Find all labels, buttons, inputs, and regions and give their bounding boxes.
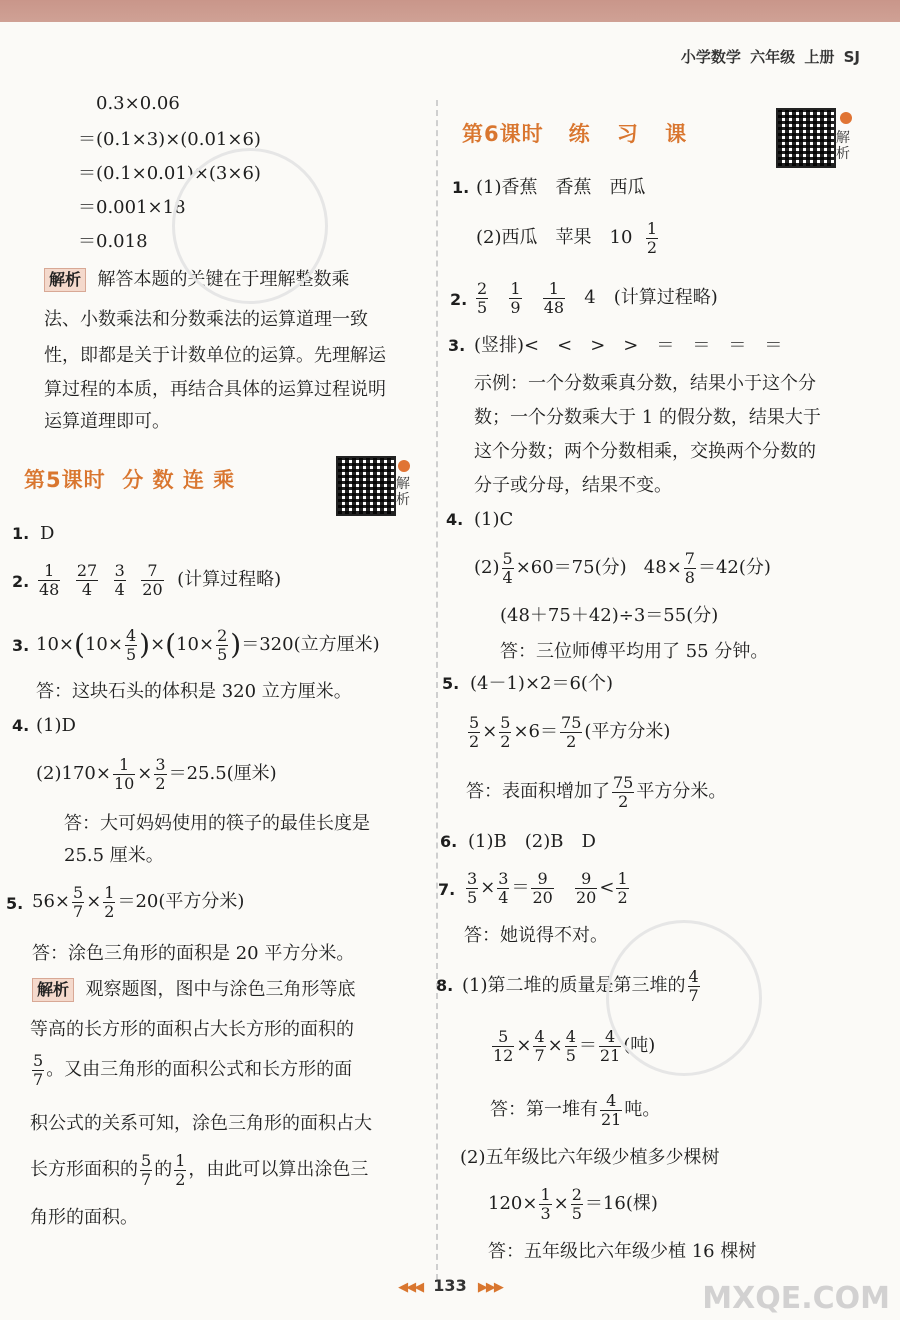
formula: (4－1)×2＝6(个): [470, 673, 613, 694]
answer-text: 答：这块石头的体积是 320 立方厘米。: [36, 681, 352, 702]
formula-result: ＝320(立方厘米): [241, 634, 380, 655]
question-number: 6.: [440, 832, 458, 851]
calc-line: ＝(0.1×3)×(0.01×6): [78, 129, 261, 150]
formula-part: ＝42(分): [697, 557, 771, 578]
fraction-answers: $\frac{1}{48}$ $\frac{27}{4}$ $\frac{3}{4}$ $\frac{7}{20}$ (计算过程略): [39, 560, 282, 599]
analysis-text: 的: [154, 1159, 173, 1180]
question-number: 5.: [442, 674, 460, 693]
play-icon: [398, 460, 410, 472]
analysis-text: 长方形面积的: [30, 1159, 138, 1180]
lesson-number: 第5课时: [24, 468, 106, 492]
question-number: 1.: [12, 524, 30, 543]
analysis-text: 。又由三角形的面积公式和长方形的面: [46, 1059, 353, 1080]
answer-text: (1)B (2)B D: [468, 831, 596, 852]
question-number: 5.: [6, 894, 24, 913]
page-footer: [340, 1276, 560, 1295]
analysis-text: 观察题图，图中与涂色三角形等底: [85, 979, 356, 1000]
answer-text: 示例：一个分数乘真分数，结果小于这个分: [474, 373, 816, 394]
answer-text: (1)香蕉 香蕉 西瓜: [476, 177, 646, 198]
formula: 10×(10× $\frac{4}{5}$ )×(10× $\frac{2}{5}$ )＝320(立方厘米): [36, 625, 380, 664]
qr-code-icon[interactable]: [336, 456, 396, 516]
question-number: 8.: [436, 976, 454, 995]
answer-text: (1)D: [36, 715, 76, 736]
play-icon: [840, 112, 852, 124]
analysis-tag: 解析: [44, 268, 86, 292]
prev-arrows-icon: ◀◀◀: [398, 1280, 423, 1295]
formula: $\frac{5}{12}$ × $\frac{4}{7}$ × $\frac{4}{5}$ ＝ $\frac{4}{21}$ (吨): [493, 1026, 656, 1065]
header-grade: 六年级: [750, 48, 796, 66]
answer-text: 分子或分母，结果不变。: [474, 475, 672, 496]
formula-part: (平方分米): [584, 721, 671, 742]
answer-text: 答：第一堆有 $\frac{4}{21}$ 吨。: [490, 1090, 661, 1129]
formula: (48＋75＋42)÷3＝55(分): [500, 605, 719, 626]
calc-line: ＝0.001×18: [78, 197, 186, 218]
qr-code-icon[interactable]: [776, 108, 836, 168]
answer-part: 答：第一堆有: [490, 1099, 598, 1120]
answer-part: 答：表面积增加了: [466, 781, 610, 802]
formula: (2) $\frac{5}{4}$ ×60＝75(分) 48× $\frac{7}{8}$ ＝42(分): [474, 548, 771, 587]
fraction-answers: $\frac{2}{5}$ $\frac{1}{9}$ $\frac{1}{48}$ 4 (计算过程略): [477, 278, 718, 317]
calc-line: ＝(0.1×0.01)×(3×6): [78, 163, 261, 184]
analysis-line: 长方形面积的 $\frac{5}{7}$ 的 $\frac{1}{2}$ ，由此可以算出涂色三: [30, 1150, 369, 1189]
question-number: 2.: [450, 290, 468, 309]
page-number: 133: [433, 1276, 467, 1295]
answer-part: (1)第二堆的质量是第三堆的: [462, 975, 686, 996]
formula: $\frac{5}{2}$ × $\frac{5}{2}$ ×6＝ $\frac{75}{2}$ (平方分米): [469, 712, 671, 751]
lesson-number: 第6课时: [462, 122, 544, 146]
watermark-circle: [172, 148, 328, 304]
answer-text: 答：涂色三角形的面积是 20 平方分米。: [32, 943, 355, 964]
formula: $\frac{3}{5}$ × $\frac{3}{4}$ ＝ $\frac{9}{20}$ $\frac{9}{20}$ < $\frac{1}{2}$: [467, 868, 628, 907]
watermark-circle: [606, 920, 762, 1076]
analysis-line: 法、小数乘法和分数乘法的运算道理一致: [44, 309, 368, 330]
analysis-line: 等高的长方形的面积占大长方形的面积的: [30, 1019, 354, 1040]
formula-part: ×60＝75(分): [515, 557, 627, 578]
analysis-line: 积公式的关系可知，涂色三角形的面积占大: [30, 1113, 372, 1134]
analysis-line: [32, 978, 355, 1002]
answer-text: (1)第二堆的质量是第三堆的 $\frac{4}{7}$: [462, 966, 699, 1005]
answer-text: (2)西瓜 苹果 10 $\frac{1}{2}$: [476, 218, 658, 257]
column-divider: [436, 100, 438, 1280]
formula-result: ＝20(平方分米): [117, 891, 245, 912]
qr-label: 解析: [396, 476, 410, 508]
answer-text: 答：表面积增加了 $\frac{75}{2}$ 平方分米。: [466, 772, 727, 811]
lesson-5-title: [24, 464, 235, 494]
page-header: [681, 46, 860, 67]
analysis-line: 运算道理即可。: [44, 411, 170, 432]
site-watermark: MXQE.COM: [702, 1281, 890, 1316]
answer-part: 吨。: [624, 1099, 661, 1120]
header-edition: SJ: [843, 48, 860, 66]
formula: (2)170× $\frac{1}{10}$ × $\frac{3}{2}$ ＝25.5(厘米): [36, 754, 277, 793]
answer-text: 答：大可妈妈使用的筷子的最佳长度是: [64, 813, 370, 834]
answer-text: 这个分数；两个分数相乘，交换两个分数的: [474, 441, 816, 462]
lesson-name: 分 数 连 乘: [122, 468, 236, 492]
answer-part: 4 (计算过程略): [584, 287, 718, 308]
answer-part: (2)西瓜 苹果 10: [476, 227, 633, 248]
analysis-tag: 解析: [32, 978, 74, 1002]
answer-text: 答：三位师傅平均用了 55 分钟。: [500, 641, 769, 662]
question-number: 7.: [438, 880, 456, 899]
answer-text: 答：她说得不对。: [464, 925, 608, 946]
answer-text: 答：五年级比六年级少植 16 棵树: [488, 1241, 757, 1262]
analysis-line: 角形的面积。: [30, 1207, 138, 1228]
question-number: 3.: [448, 336, 466, 355]
qr-label: 解析: [836, 130, 850, 162]
question-number: 4.: [446, 510, 464, 529]
analysis-line: 算过程的本质，再结合具体的运算过程说明: [44, 379, 386, 400]
analysis-line: 性，即都是关于计数单位的运算。先理解运: [44, 345, 386, 366]
answer-part: 平方分米。: [636, 781, 727, 802]
calc-line: ＝0.018: [78, 231, 148, 252]
question-number: 4.: [12, 716, 30, 735]
question-number: 1.: [452, 178, 470, 197]
analysis-text: ，由此可以算出涂色三: [188, 1159, 369, 1180]
answer-text: (2)五年级比六年级少植多少棵树: [460, 1147, 720, 1168]
next-arrows-icon: ▶▶▶: [477, 1280, 502, 1295]
question-number: 3.: [12, 636, 30, 655]
lesson-name: 练 习 课: [568, 122, 697, 146]
question-number: 2.: [12, 572, 30, 591]
lesson-6-title: [462, 118, 696, 148]
calc-line: 0.3×0.06: [96, 93, 180, 114]
formula: 56× $\frac{5}{7}$ × $\frac{1}{2}$ ＝20(平方分米): [32, 882, 245, 921]
answer-text: (竖排)< < > > ＝ ＝ ＝ ＝: [474, 335, 783, 356]
formula-result: ＝25.5(厘米): [168, 763, 277, 784]
analysis-line: $\frac{5}{7}$ 。又由三角形的面积公式和长方形的面: [33, 1050, 353, 1089]
answer-text: (1)C: [474, 509, 514, 530]
formula: 120× $\frac{1}{3}$ × $\frac{2}{5}$ ＝16(棵): [488, 1184, 658, 1223]
note-text: (计算过程略): [177, 569, 282, 590]
answer-text: 数；一个分数乘大于 1 的假分数，结果大于: [474, 407, 821, 428]
answer-text: 25.5 厘米。: [64, 845, 164, 866]
header-volume: 上册: [804, 48, 835, 66]
analysis-text: 解答本题的关键在于理解整数乘: [97, 269, 350, 290]
header-subject: 小学数学: [680, 48, 741, 66]
formula-part: (吨): [623, 1035, 656, 1056]
formula-part: ＝16(棵): [584, 1193, 658, 1214]
answer-text: D: [40, 523, 55, 544]
